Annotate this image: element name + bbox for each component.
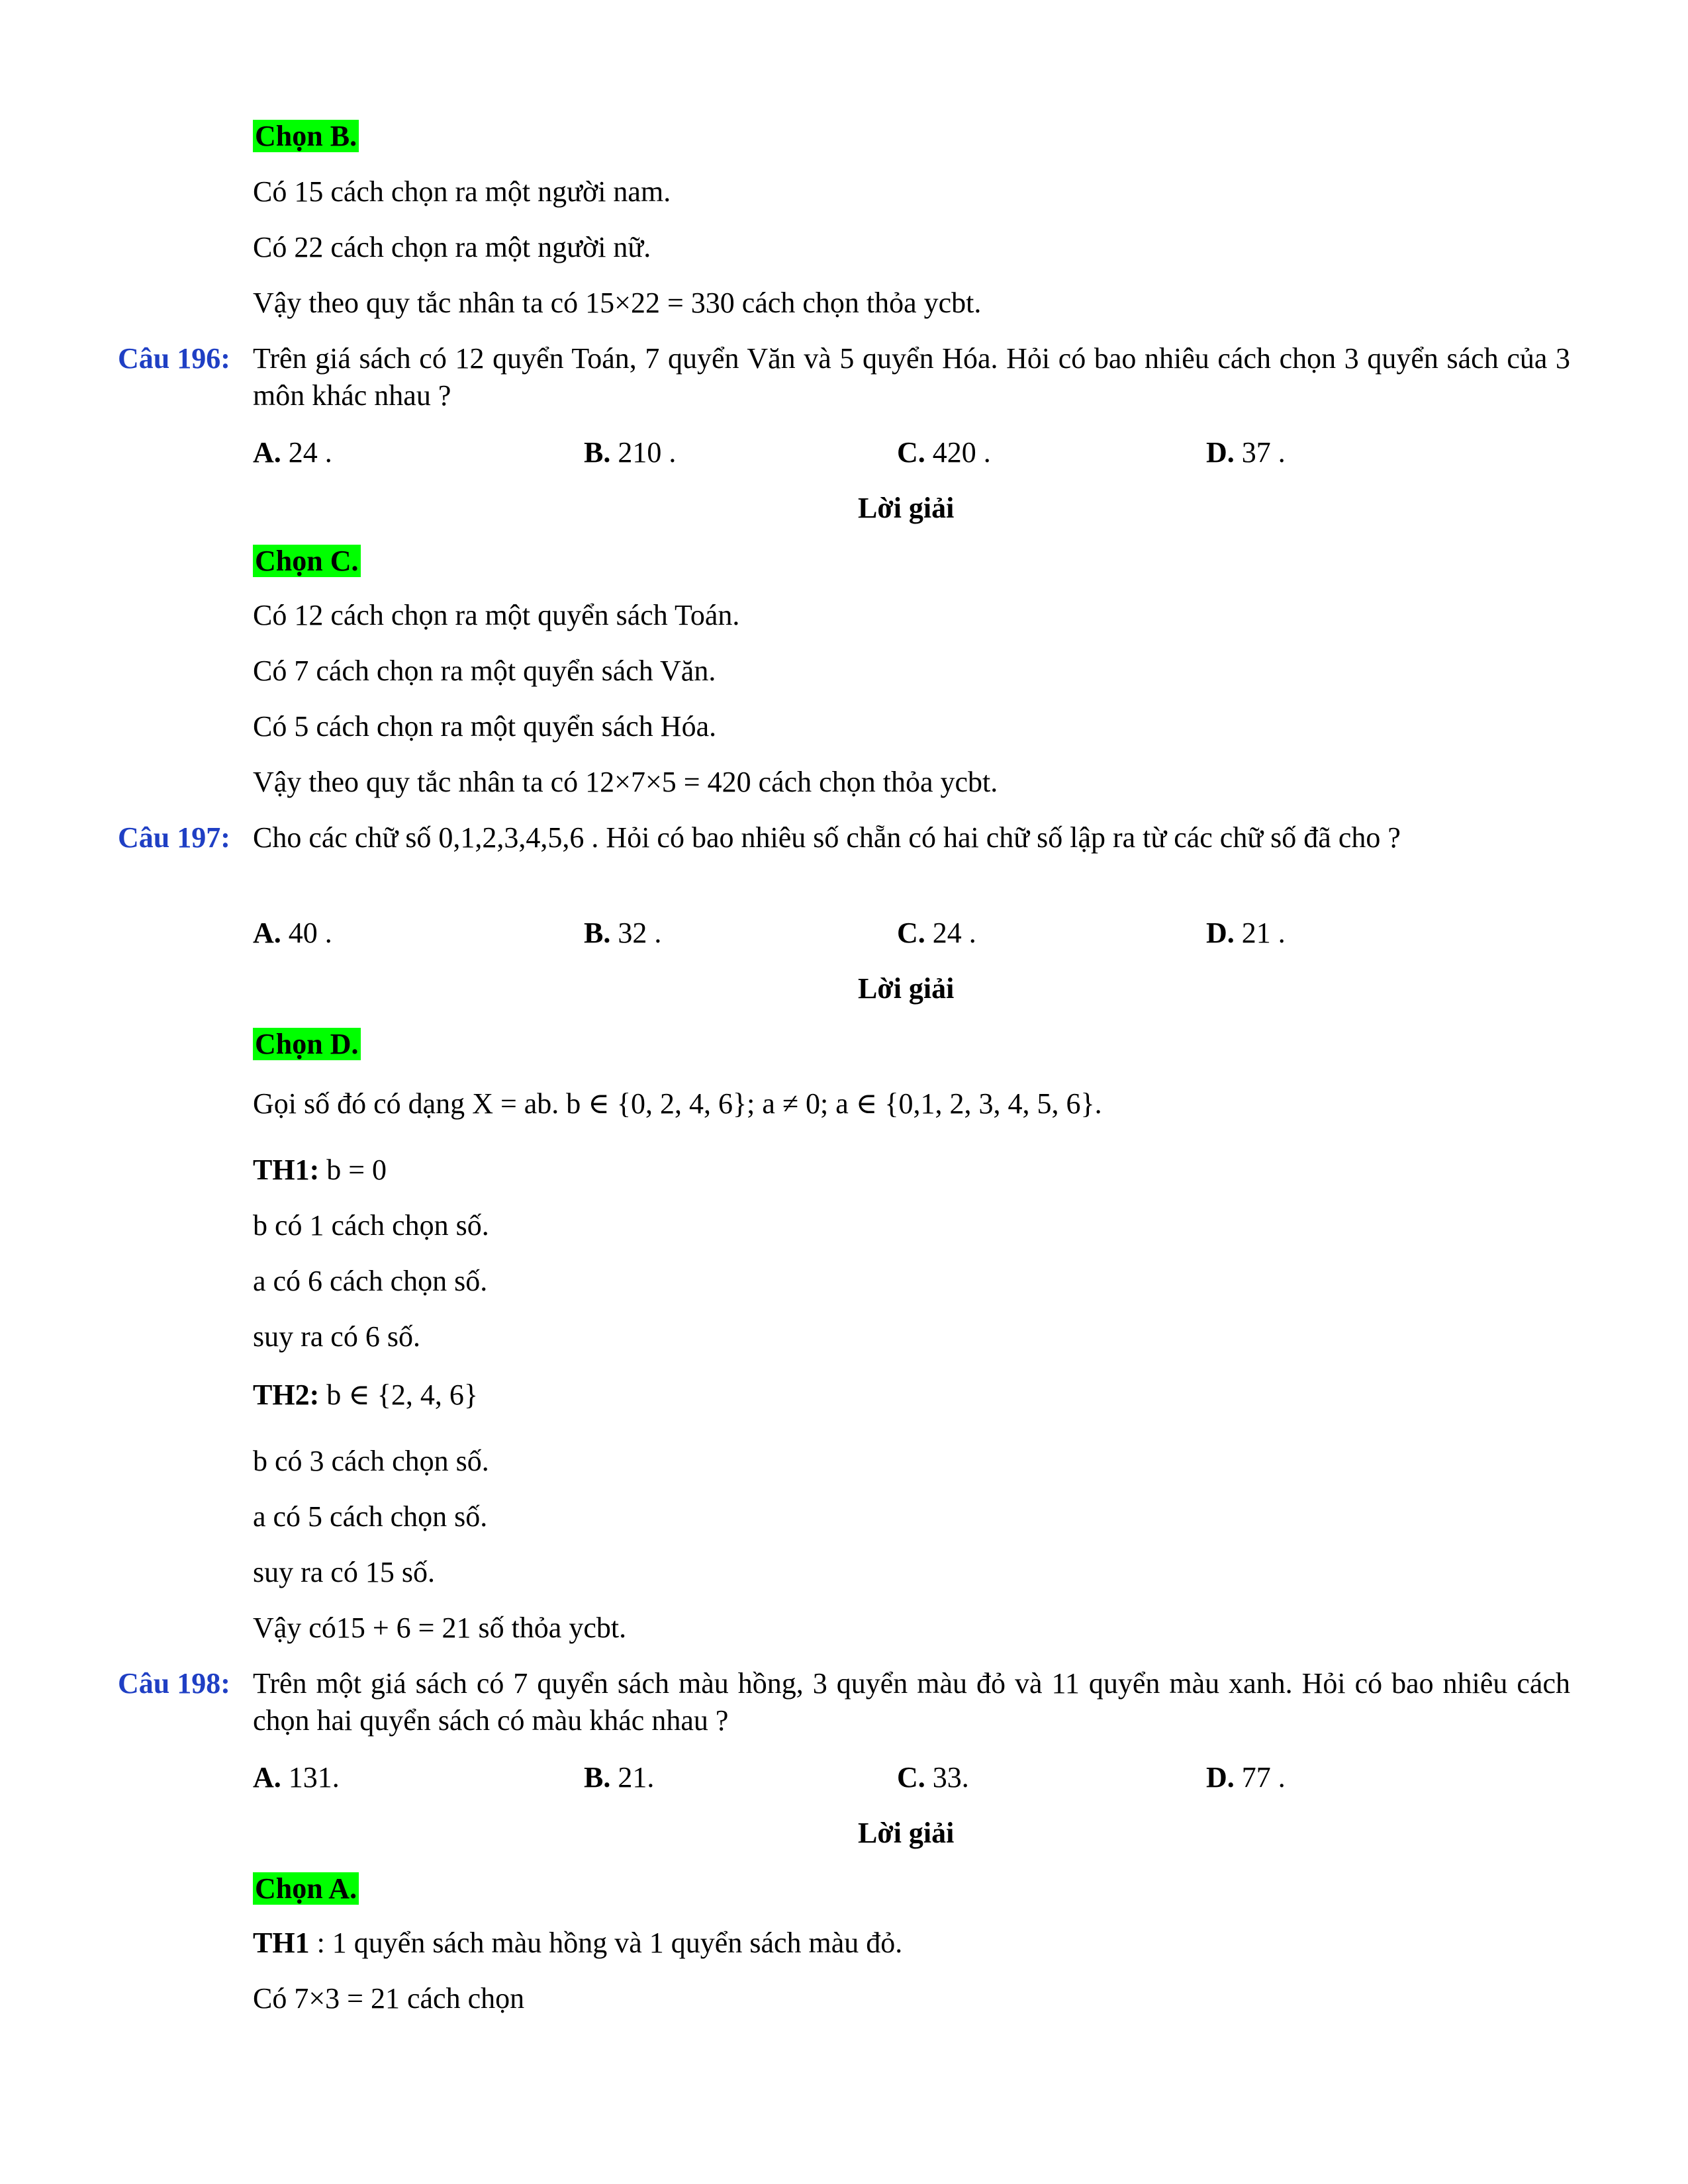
solution-line: Vậy theo quy tắc nhân ta có 12×7×5 = 420 cách chọn thỏa ycbt. <box>253 766 998 798</box>
answer-choice-label: Chọn C. <box>253 543 361 580</box>
option-c: C. 24 . <box>897 917 976 949</box>
case-2-heading: TH2: b ∈ {2, 4, 6} <box>253 1379 479 1411</box>
solution-line: Có 7×3 = 21 cách chọn <box>253 1982 525 2015</box>
option-c: C. 420 . <box>897 436 991 469</box>
number-form-line <box>253 1085 1102 1122</box>
answer-choice-label: Chọn B. <box>253 118 359 155</box>
case-1-heading: TH1: b = 0 <box>253 1154 387 1186</box>
question-text: Trên giá sách có 12 quyển Toán, 7 quyển Văn và 5 quyển Hóa. Hỏi có bao nhiêu cách chọn 3 quyển sách của 3 môn khác nhau ? <box>253 342 1570 412</box>
question-text: Trên một giá sách có 7 quyển sách màu hồng, 3 quyển màu đỏ và 11 quyển màu xanh. Hỏi có bao nhiêu cách chọn hai quyển sách có màu khác nhau ? <box>253 1667 1570 1737</box>
option-c: C. 33. <box>897 1761 969 1794</box>
option-d: D. 37 . <box>1206 436 1286 469</box>
option-a: A. 40 . <box>253 917 332 949</box>
question-label: Câu 198: <box>118 1667 230 1700</box>
question-text: Cho các chữ số 0,1,2,3,4,5,6 . Hỏi có bao nhiêu số chẵn có hai chữ số lập ra từ các chữ số đã cho ? <box>253 821 1401 854</box>
option-b: B. 32 . <box>584 917 662 949</box>
solution-line: suy ra có 15 số. <box>253 1556 435 1588</box>
option-b: B. 210 . <box>584 436 677 469</box>
option-b: B. 21. <box>584 1761 655 1794</box>
answer-choice-label: Chọn A. <box>253 1870 359 1907</box>
solution-line: suy ra có 6 số. <box>253 1320 420 1353</box>
solution-title: Lời giải <box>858 972 955 1005</box>
solution-line: Có 12 cách chọn ra một quyển sách Toán. <box>253 599 740 631</box>
option-d: D. 77 . <box>1206 1761 1286 1794</box>
option-d: D. 21 . <box>1206 917 1286 949</box>
solution-line: b có 1 cách chọn số. <box>253 1209 489 1242</box>
answer-choice-label: Chọn D. <box>253 1026 361 1063</box>
option-a: A. 24 . <box>253 436 332 469</box>
number-form-prefix: Gọi số đó có dạng <box>253 1087 465 1120</box>
question-label: Câu 197: <box>118 821 230 854</box>
solution-line: a có 6 cách chọn số. <box>253 1265 488 1297</box>
number-form-math: X = ab. b ∈ {0, 2, 4, 6}; a ≠ 0; a ∈ {0,1, 2, 3, 4, 5, 6}. <box>472 1087 1102 1120</box>
solution-line: a có 5 cách chọn số. <box>253 1500 488 1533</box>
solution-line: b có 3 cách chọn số. <box>253 1445 489 1477</box>
options-row <box>0 434 1688 471</box>
solution-title: Lời giải <box>858 492 955 524</box>
solution-line: Có 22 cách chọn ra một người nữ. <box>253 231 651 263</box>
question-label: Câu 196: <box>118 342 230 375</box>
options-row <box>0 1759 1688 1796</box>
solution-title: Lời giải <box>858 1817 955 1849</box>
options-row <box>0 915 1688 952</box>
conclusion-line: Vậy có15 + 6 = 21 số thỏa ycbt. <box>253 1612 627 1644</box>
solution-line: Có 7 cách chọn ra một quyển sách Văn. <box>253 655 716 687</box>
option-a: A. 131. <box>253 1761 340 1794</box>
solution-line: Vậy theo quy tắc nhân ta có 15×22 = 330 cách chọn thỏa ycbt. <box>253 287 982 319</box>
solution-line: Có 15 cách chọn ra một người nam. <box>253 175 671 208</box>
solution-line: Có 5 cách chọn ra một quyển sách Hóa. <box>253 710 717 743</box>
case-1-line: TH1 : 1 quyển sách màu hồng và 1 quyển sách màu đỏ. <box>253 1927 903 1959</box>
